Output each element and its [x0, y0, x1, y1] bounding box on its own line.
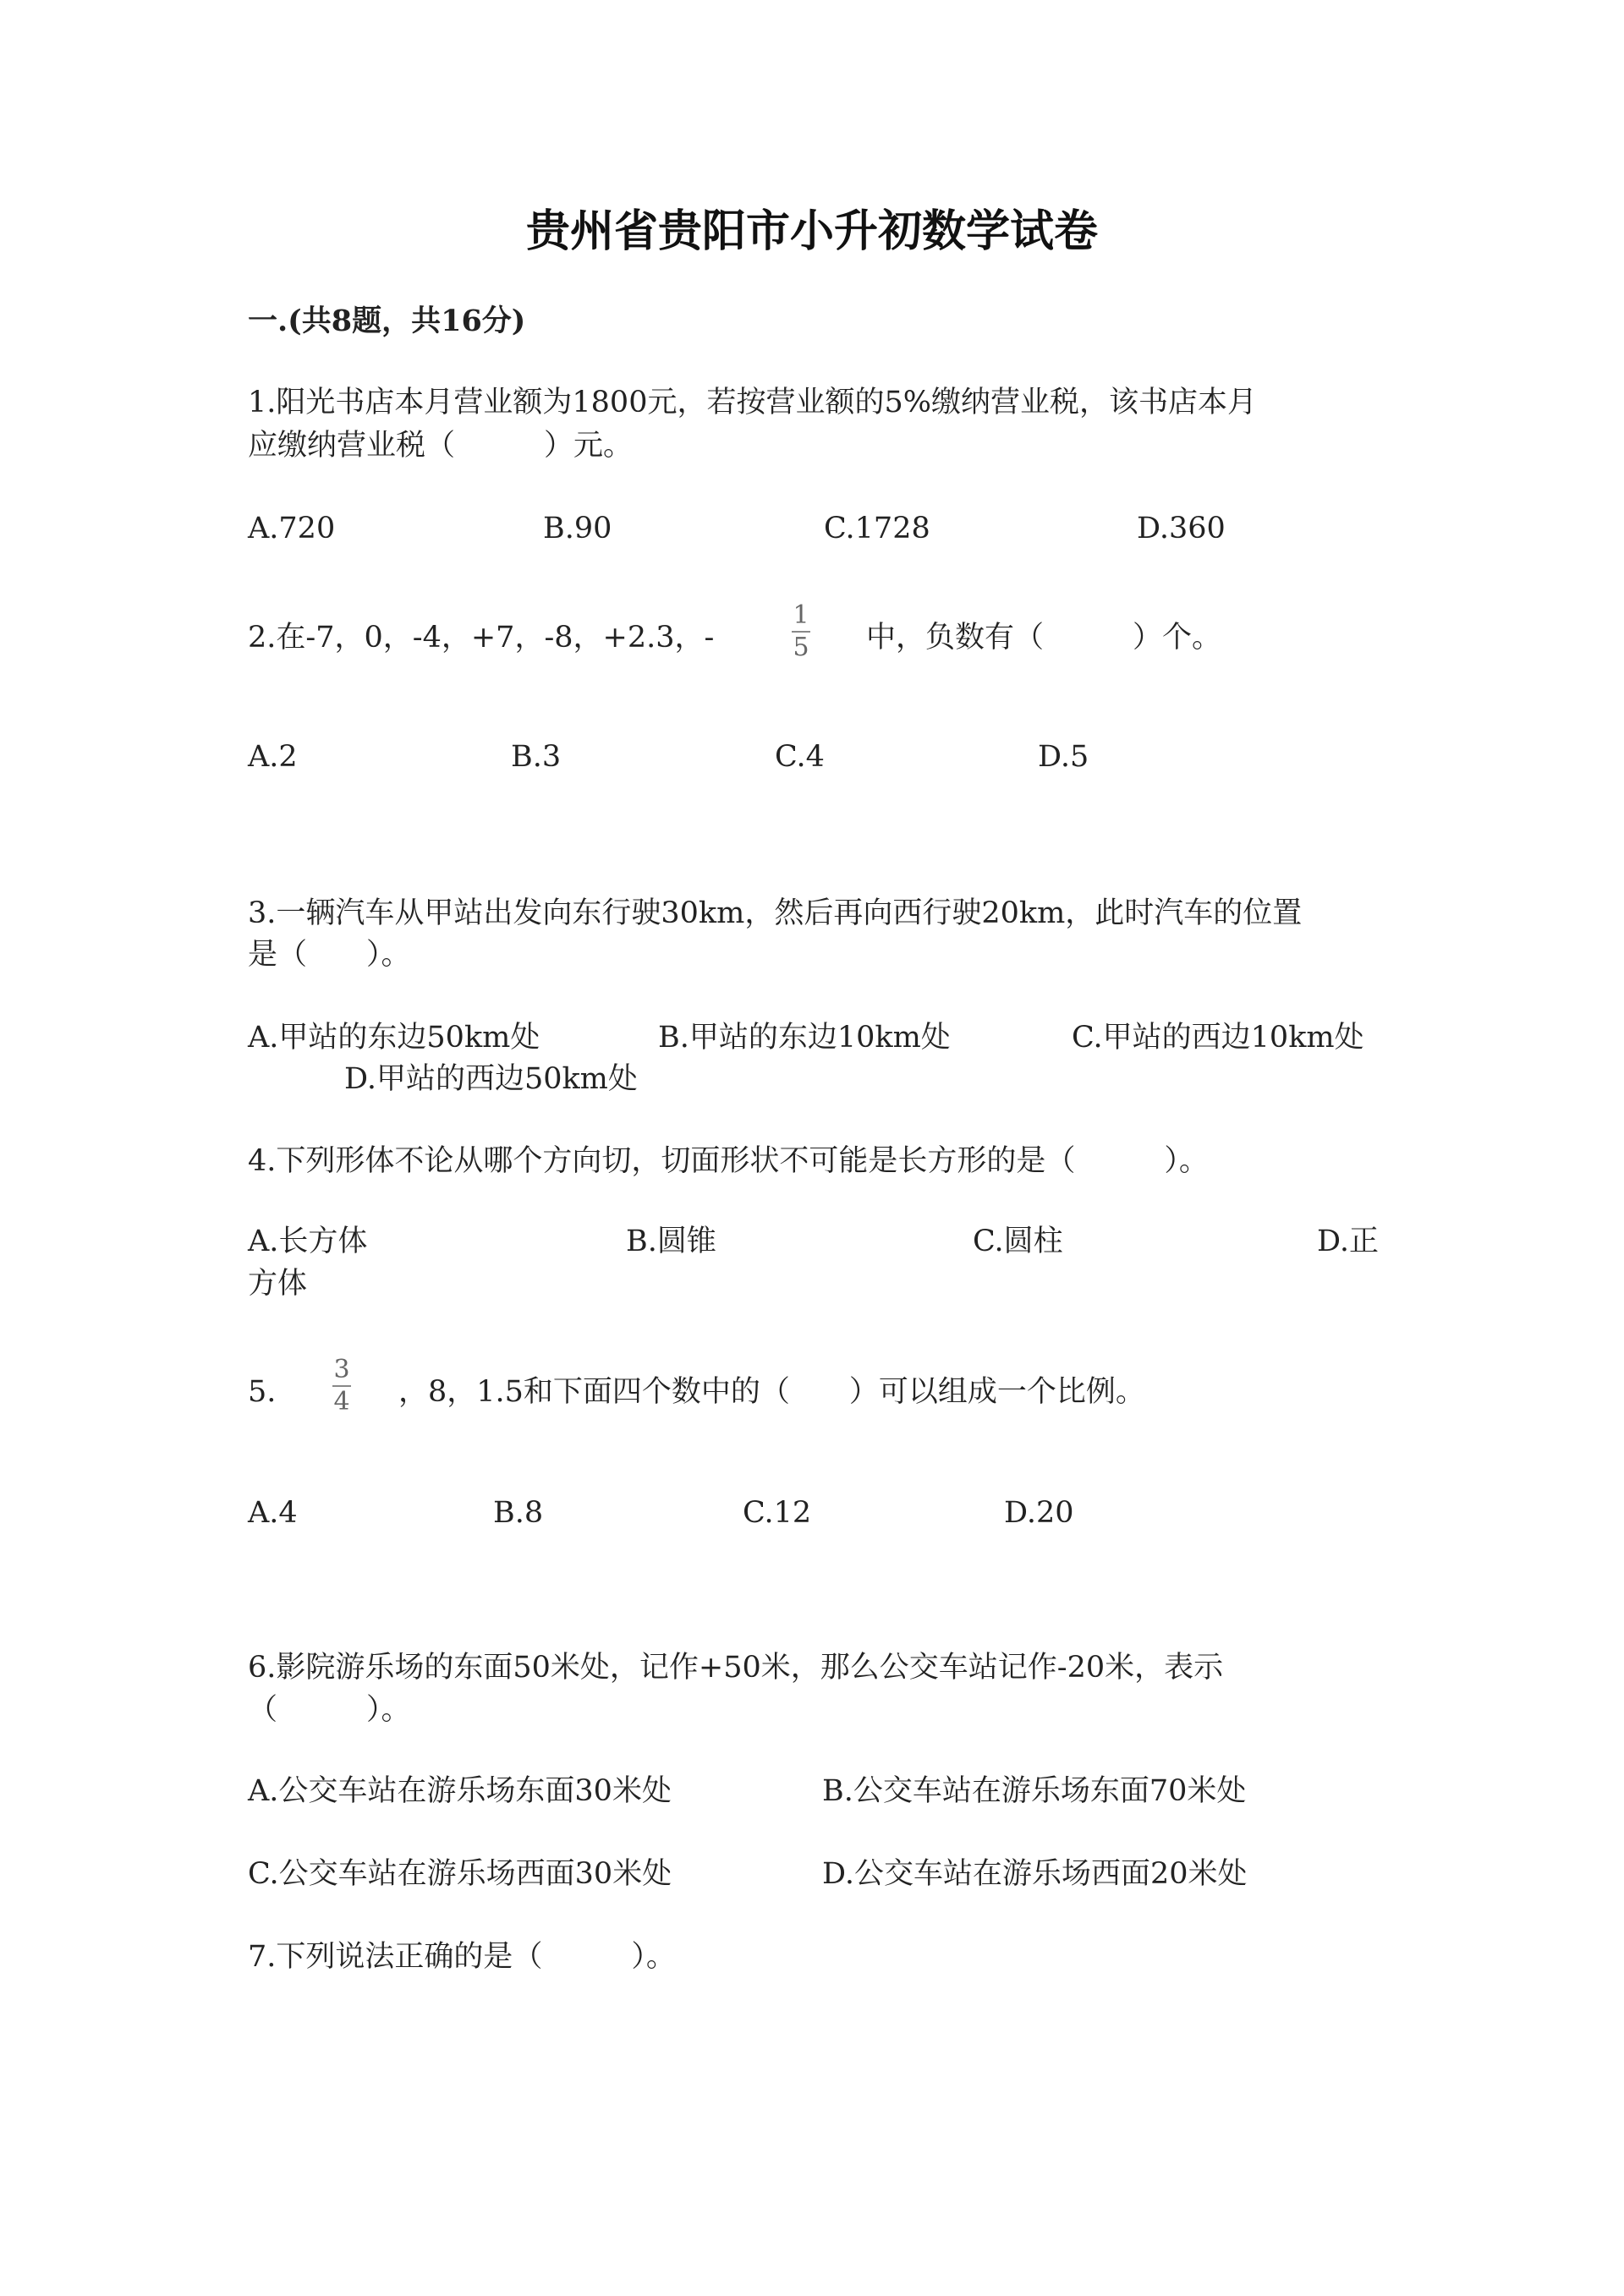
question-5-option-d: D.20	[1004, 1496, 1074, 1530]
question-3-line-1: 3.一辆汽车从甲站出发向东行驶30km，然后再向西行驶20km，此时汽车的位置	[248, 896, 1303, 930]
question-5-text: ，8，1.5和下面四个数中的（ ）可以组成一个比例。	[398, 1375, 1145, 1409]
section-heading: 一.(共8题，共16分)	[248, 304, 526, 338]
question-6-option-c: C.公交车站在游乐场西面30米处	[248, 1857, 672, 1891]
question-1-line-1: 1.阳光书店本月营业额为1800元，若按营业额的5%缴纳营业税，该书店本月	[248, 386, 1257, 419]
question-5-option-b: B.8	[493, 1496, 544, 1530]
question-6-option-a: A.公交车站在游乐场东面30米处	[248, 1774, 672, 1808]
question-2-option-d: D.5	[1038, 740, 1089, 774]
question-2-text: 2.在-7，0，-4，+7，-8，+2.3，-	[248, 621, 715, 655]
question-6-line-2: （ ）。	[248, 1693, 411, 1727]
question-7-text: 7.下列说法正确的是（ ）。	[248, 1940, 676, 1974]
fraction-denominator: 4	[333, 1387, 350, 1417]
question-1-option-b: B.90	[543, 512, 612, 545]
question-5-number: 5.	[248, 1375, 277, 1409]
fraction-numerator: 3	[333, 1355, 350, 1384]
question-4-option-a: A.长方体	[248, 1225, 368, 1258]
question-4-text: 4.下列形体不论从哪个方向切，切面形状不可能是长方形的是（ ）。	[248, 1144, 1209, 1178]
question-2-fraction	[792, 602, 810, 661]
question-2-option-c: C.4	[775, 740, 825, 774]
question-4-option-d: D.正	[1317, 1225, 1379, 1258]
question-6-option-b: B.公交车站在游乐场东面70米处	[822, 1774, 1247, 1808]
question-5-option-a: A.4	[248, 1496, 298, 1530]
question-4-option-d-continued: 方体	[248, 1267, 308, 1301]
question-4-option-b: B.圆锥	[626, 1225, 716, 1258]
question-5-fraction	[332, 1356, 351, 1416]
fraction-denominator: 5	[793, 633, 809, 662]
question-1-option-d: D.360	[1137, 512, 1226, 545]
question-1-line-2: 应缴纳营业税（ ）元。	[248, 429, 634, 463]
question-3-line-2: 是（ ）。	[248, 938, 411, 972]
question-6-line-1: 6.影院游乐场的东面50米处，记作+50米，那么公交车站记作-20米，表示	[248, 1651, 1224, 1685]
question-3-option-c: C.甲站的西边10km处	[1072, 1021, 1364, 1055]
fraction-numerator: 1	[793, 600, 809, 630]
question-1-option-a: A.720	[248, 512, 336, 545]
question-2-option-b: B.3	[511, 740, 562, 774]
page-title: 贵州省贵阳市小升初数学试卷	[525, 205, 1098, 257]
question-2-text-after: 中，负数有（ ）个。	[866, 621, 1222, 655]
question-3-option-d: D.甲站的西边50km处	[344, 1062, 638, 1096]
question-2-option-a: A.2	[248, 740, 298, 774]
question-3-option-b: B.甲站的东边10km处	[658, 1021, 951, 1055]
question-4-option-c: C.圆柱	[973, 1225, 1063, 1258]
question-5-option-c: C.12	[743, 1496, 812, 1530]
question-6-option-d: D.公交车站在游乐场西面20米处	[822, 1857, 1248, 1891]
question-1-option-c: C.1728	[824, 512, 930, 545]
question-3-option-a: A.甲站的东边50km处	[248, 1021, 540, 1055]
